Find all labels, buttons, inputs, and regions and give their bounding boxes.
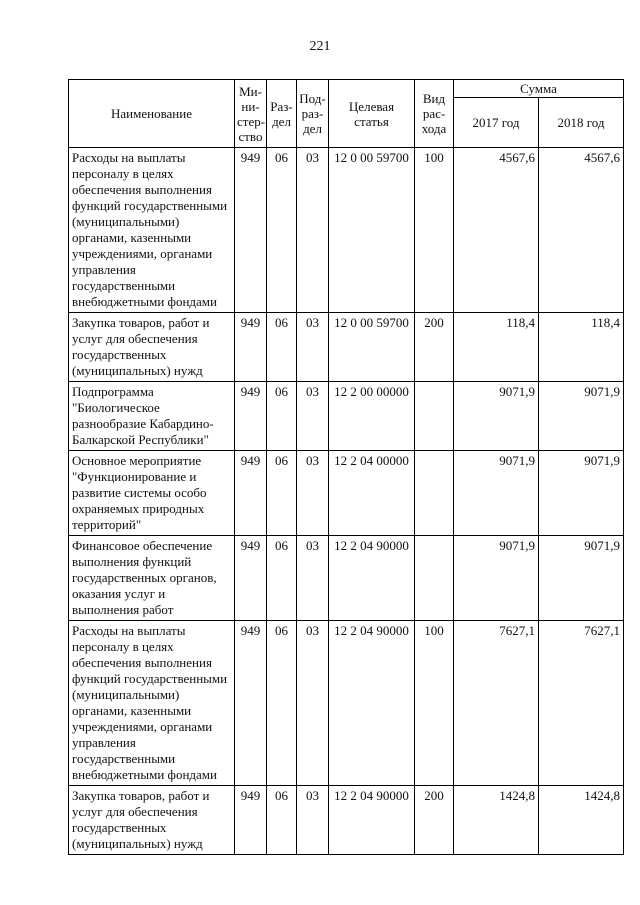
table-row (69, 313, 624, 382)
row-expense-type: 100 (415, 148, 454, 313)
row-sum-2018: 9071,9 (539, 382, 624, 451)
row-sum-2018: 118,4 (539, 313, 624, 382)
row-target: 12 2 04 90000 (329, 786, 415, 855)
row-target: 12 2 00 00000 (329, 382, 415, 451)
row-name: Закупка товаров, работ и услуг для обеспечения государственных (муниципальных) нужд (69, 786, 235, 855)
row-section: 06 (267, 786, 297, 855)
header-sum: Сумма (454, 80, 624, 98)
row-ministry: 949 (235, 786, 267, 855)
header-name: Наименование (69, 80, 235, 148)
page-number: 221 (309, 39, 331, 54)
row-expense-type: 200 (415, 786, 454, 855)
table-row (69, 536, 624, 621)
row-name: Основное мероприятие "Функционирование и развитие системы особо охраняемых природных территорий" (69, 451, 235, 536)
row-sum-2018: 9071,9 (539, 536, 624, 621)
row-subsection: 03 (297, 786, 329, 855)
header-ministry: Ми- ни- стер- ство (235, 80, 267, 148)
row-section: 06 (267, 148, 297, 313)
row-subsection: 03 (297, 536, 329, 621)
row-sum-2018: 4567,6 (539, 148, 624, 313)
row-section: 06 (267, 451, 297, 536)
row-sum-2018: 9071,9 (539, 451, 624, 536)
row-name: Закупка товаров, работ и услуг для обеспечения государственных (муниципальных) нужд (69, 313, 235, 382)
header-target: Целевая статья (329, 80, 415, 148)
row-expense-type: 100 (415, 621, 454, 786)
row-ministry: 949 (235, 451, 267, 536)
header-expense-type: Вид рас- хода (415, 80, 454, 148)
row-subsection: 03 (297, 313, 329, 382)
row-sum-2017: 9071,9 (454, 536, 539, 621)
row-expense-type (415, 451, 454, 536)
row-sum-2017: 4567,6 (454, 148, 539, 313)
row-sum-2018: 1424,8 (539, 786, 624, 855)
row-ministry: 949 (235, 621, 267, 786)
row-target: 12 0 00 59700 (329, 313, 415, 382)
header-year-2017: 2017 год (454, 98, 539, 148)
row-target: 12 2 04 00000 (329, 451, 415, 536)
row-name: Расходы на выплаты персоналу в целях обеспечения выполнения функций государственными (муниципальными) органами, казенными учреждениями, органами управления государственными внебюджетными фондами (69, 148, 235, 313)
row-expense-type (415, 382, 454, 451)
table-row (69, 148, 624, 313)
row-ministry: 949 (235, 536, 267, 621)
row-sum-2017: 1424,8 (454, 786, 539, 855)
row-sum-2018: 7627,1 (539, 621, 624, 786)
row-expense-type: 200 (415, 313, 454, 382)
row-name: Расходы на выплаты персоналу в целях обеспечения выполнения функций государственными (муниципальными) органами, казенными учреждениями, органами управления государственными внебюджетными фондами (69, 621, 235, 786)
table-row (69, 451, 624, 536)
row-name: Подпрограмма "Биологическое разнообразие Кабардино-Балкарской Республики" (69, 382, 235, 451)
row-name: Финансовое обеспечение выполнения функций государственных органов, оказания услуг и выполнения работ (69, 536, 235, 621)
row-subsection: 03 (297, 148, 329, 313)
header-year-2018: 2018 год (539, 98, 624, 148)
row-subsection: 03 (297, 382, 329, 451)
row-section: 06 (267, 536, 297, 621)
row-sum-2017: 118,4 (454, 313, 539, 382)
row-expense-type (415, 536, 454, 621)
row-target: 12 2 04 90000 (329, 536, 415, 621)
row-sum-2017: 7627,1 (454, 621, 539, 786)
header-subsection: Под- раз- дел (297, 80, 329, 148)
row-sum-2017: 9071,9 (454, 451, 539, 536)
row-sum-2017: 9071,9 (454, 382, 539, 451)
row-section: 06 (267, 621, 297, 786)
table-row (69, 621, 624, 786)
row-ministry: 949 (235, 382, 267, 451)
row-target: 12 2 04 90000 (329, 621, 415, 786)
row-subsection: 03 (297, 621, 329, 786)
row-target: 12 0 00 59700 (329, 148, 415, 313)
table-row (69, 382, 624, 451)
budget-table (68, 79, 624, 855)
table-row (69, 786, 624, 855)
row-ministry: 949 (235, 148, 267, 313)
row-subsection: 03 (297, 451, 329, 536)
row-section: 06 (267, 313, 297, 382)
row-ministry: 949 (235, 313, 267, 382)
row-section: 06 (267, 382, 297, 451)
header-section: Раз- дел (267, 80, 297, 148)
